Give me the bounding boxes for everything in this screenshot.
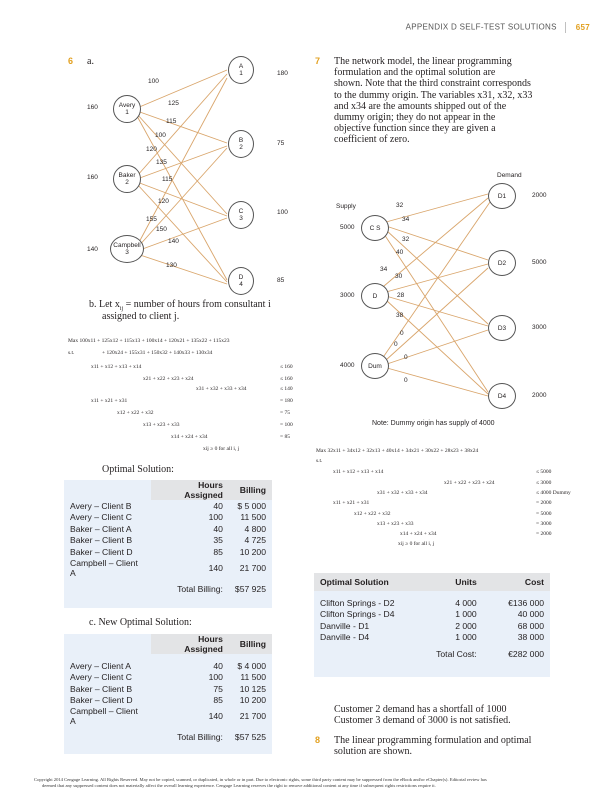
lp-constraint-rhs: ≤ 160 xyxy=(280,364,293,370)
arc-label: 30 xyxy=(395,273,403,280)
node-number: 3 xyxy=(239,215,243,222)
node-label: B xyxy=(238,137,244,144)
table-cell: 100 xyxy=(208,512,223,523)
arc-label: 100 xyxy=(148,78,159,85)
node-baker xyxy=(113,165,141,193)
lp-constraint-rhs: = 2000 xyxy=(536,500,552,506)
node-campbell xyxy=(110,235,144,263)
arc-label: 32 xyxy=(396,202,404,209)
lp-constraint-rhs: ≤ 140 xyxy=(280,386,293,392)
arc-label: 34 xyxy=(402,216,410,223)
lp-constraint-rhs: ≤ 160 xyxy=(280,376,293,382)
table-cell: Clifton Springs - D2 xyxy=(320,597,395,608)
lp-constraint-rhs: = 3000 xyxy=(536,521,552,527)
total-label: Total Cost: xyxy=(436,649,477,659)
table-row xyxy=(64,558,272,578)
table-row xyxy=(64,500,272,512)
lp-constraint-rhs: = 5000 xyxy=(536,511,552,517)
table-cell: 85 xyxy=(213,695,223,706)
lp-objective: Max 100x11 + 125x12 + 115x13 + 100x14 + 120x21 + 135x22 + 115x23 xyxy=(68,338,230,344)
table-cell: 85 xyxy=(213,546,223,557)
text-line: shown. Note that the third constraint corresponds xyxy=(334,78,531,90)
node-label: D4 xyxy=(497,392,507,400)
text-line: The network model, the linear programming xyxy=(334,56,512,67)
lp-constraint-lhs: x11 + x12 + x13 + x14 xyxy=(333,469,384,475)
table-cell: 11 500 xyxy=(240,672,266,683)
demand-d4: 2000 xyxy=(532,392,547,399)
table-cell: Avery – Client C xyxy=(70,512,132,523)
lp-constraint-lhs: x13 + x23 + x33 xyxy=(377,521,414,527)
arc-d-d3 xyxy=(386,296,488,326)
table-cell: 10 200 xyxy=(239,546,266,557)
table-cell: 100 xyxy=(208,672,223,683)
table-row xyxy=(314,597,550,609)
table-cell: 140 xyxy=(208,711,223,721)
table-cell: 40 xyxy=(213,523,223,534)
shortfall-note xyxy=(334,704,511,726)
question-6-part-c: c. New Optimal Solution: xyxy=(89,617,192,628)
node-client-c xyxy=(228,201,254,229)
lp-constraint-lhs: x14 + x24 + x34 xyxy=(171,434,208,440)
transport-solution-table xyxy=(314,573,550,677)
total-value: $57 925 xyxy=(234,583,266,594)
demand-d3: 3000 xyxy=(532,324,547,331)
node-client-a xyxy=(228,56,254,84)
node-number: 3 xyxy=(125,249,129,256)
part-b-text: b. Let x xyxy=(89,299,120,310)
arc-label: 125 xyxy=(168,100,179,107)
node-danville xyxy=(361,283,389,309)
node-label: Dum xyxy=(368,362,382,370)
arc-label: 130 xyxy=(166,262,177,269)
table-cell: 21 700 xyxy=(239,562,266,573)
table-row xyxy=(64,546,272,558)
node-number: 2 xyxy=(239,144,243,151)
lp-constraint-lhs: x12 + x22 + x32 xyxy=(117,410,154,416)
table-cell: Avery – Client B xyxy=(70,500,132,511)
arc-label: 120 xyxy=(146,146,157,153)
node-label: D xyxy=(372,292,378,300)
table-cell: 38 000 xyxy=(517,632,544,643)
running-header xyxy=(406,22,590,33)
question-6-number: 6 xyxy=(68,56,74,66)
lp-nonneg: xij ≥ 0 for all i, j xyxy=(398,541,435,547)
node-dummy xyxy=(361,353,389,379)
table-cell: Baker – Client A xyxy=(70,523,132,534)
demand-client-d: 85 xyxy=(277,277,285,284)
demand-client-b: 75 xyxy=(277,140,285,147)
question-7-text xyxy=(334,56,584,146)
table-cell: Baker – Client D xyxy=(70,695,133,706)
node-client-d xyxy=(228,267,254,295)
text-line: formulation and the optimal solution are xyxy=(334,67,496,79)
footer-line: deemed that any suppressed content does not materially affect the overall learning experience. Cengage Learning reserves the right to remove additional content at any time if subsequent rights restrictions require it. xyxy=(42,783,436,788)
lp-constraint-rhs: = 2000 xyxy=(536,531,552,537)
text-line: and x34 are the amounts shipped out of the xyxy=(334,100,507,112)
supply-title: Supply xyxy=(336,203,356,210)
lp-constraint-rhs: = 180 xyxy=(280,398,293,404)
table-header-row xyxy=(314,573,550,591)
lp-constraint-rhs: ≤ 3000 xyxy=(536,480,552,486)
node-label: D2 xyxy=(497,259,507,267)
node-d2 xyxy=(488,250,516,276)
table-row xyxy=(64,535,272,547)
table-cell: Danville - D1 xyxy=(320,620,370,631)
node-label: D1 xyxy=(497,192,507,200)
lp-constraint-lhs: x11 + x21 + x31 xyxy=(333,500,370,506)
table-cell: Danville - D4 xyxy=(320,632,370,643)
lp-constraint-lhs: x14 + x24 + x34 xyxy=(400,531,437,537)
text-line: solution are shown. xyxy=(334,746,413,758)
text-line: dummy origin; they do not appear in the xyxy=(334,112,496,124)
table-row xyxy=(64,706,272,726)
table-cell: $ 5 000 xyxy=(237,500,266,511)
table-header-empty xyxy=(64,480,151,500)
table-cell: 10 200 xyxy=(239,695,266,706)
arc-label: 32 xyxy=(402,236,410,243)
arc-label: 140 xyxy=(168,238,179,245)
table-row xyxy=(314,620,550,632)
lp-st: s.t. xyxy=(68,350,75,356)
dummy-note: Note: Dummy origin has supply of 4000 xyxy=(372,420,495,427)
table-cell: $ 4 000 xyxy=(237,660,266,671)
table-cell: 75 xyxy=(213,683,223,694)
question-6-part-b-line2: assigned to client j. xyxy=(102,311,180,322)
demand-d1: 2000 xyxy=(532,192,547,199)
table-header-row xyxy=(64,634,272,654)
arc-label: 115 xyxy=(166,118,177,125)
node-label: C xyxy=(238,208,244,215)
table-cell: €136 000 xyxy=(508,597,544,608)
lp-constraint-rhs: = 85 xyxy=(280,434,290,440)
table-cell: 68 000 xyxy=(517,620,544,631)
text-line: to the dummy origin. The variables x31, x32, x33 xyxy=(334,89,533,101)
table-cell: Baker – Client D xyxy=(70,546,133,557)
arc-label: 0 xyxy=(400,330,404,337)
supply-cs: 5000 xyxy=(340,224,355,231)
table-header: Hours Assigned xyxy=(151,634,229,654)
table-cell: 40 xyxy=(213,500,223,511)
table-cell: Campbell – Client A xyxy=(70,706,138,726)
table-cell: 10 125 xyxy=(239,683,266,694)
table-cell: 140 xyxy=(208,562,223,573)
table-cell: 40 000 xyxy=(517,609,544,620)
optimal-solution-label: Optimal Solution: xyxy=(102,464,174,475)
question-8-text xyxy=(334,735,531,757)
table-cell: Baker – Client B xyxy=(70,535,133,546)
arc-label: 0 xyxy=(404,354,408,361)
table-cell: 2 000 xyxy=(455,620,477,631)
lp-constraint-rhs: = 100 xyxy=(280,422,293,428)
total-label: Total Billing: xyxy=(177,732,223,742)
table-total-row xyxy=(64,578,272,600)
arc-label: 115 xyxy=(162,176,173,183)
node-label: D3 xyxy=(497,324,507,332)
table-cell: 11 500 xyxy=(240,512,266,523)
node-label: A xyxy=(238,63,244,70)
table-cell: 1 000 xyxy=(455,609,477,620)
arc-label: 28 xyxy=(397,292,405,299)
question-8-number: 8 xyxy=(315,735,321,745)
table-total-row xyxy=(64,726,272,748)
table-header-empty xyxy=(64,634,151,654)
node-label: Avery xyxy=(118,102,136,109)
text-line: coefficient of zero. xyxy=(334,134,410,146)
table-row xyxy=(64,660,272,672)
lp-constraint-lhs: x31 + x32 + x33 + x34 xyxy=(377,490,428,496)
table-cell: 4 800 xyxy=(244,523,266,534)
table-cell: Clifton Springs - D4 xyxy=(320,609,395,620)
table-row xyxy=(64,523,272,535)
supply-d: 3000 xyxy=(340,292,355,299)
arc-label: 0 xyxy=(404,377,408,384)
node-number: 4 xyxy=(239,281,243,288)
part-b-subscript: ij xyxy=(119,306,124,312)
arc-campbell-d xyxy=(137,254,227,284)
arc-label: 150 xyxy=(156,226,167,233)
text-line: objective function since they are given a xyxy=(334,123,496,135)
node-label: Campbell xyxy=(113,242,141,249)
table-total-row xyxy=(314,643,550,665)
table-row xyxy=(64,672,272,684)
lp-objective-2: + 120x24 + 155x31 + 150x32 + 140x33 + 130x34 xyxy=(102,350,213,356)
total-value: €282 000 xyxy=(508,649,544,659)
table-cell: Avery – Client C xyxy=(70,672,132,683)
node-number: 1 xyxy=(125,109,129,116)
table-header-row xyxy=(64,480,272,500)
demand-client-a: 180 xyxy=(277,70,288,77)
lp-constraint-lhs: x13 + x23 + x33 xyxy=(143,422,180,428)
demand-title: Demand xyxy=(497,172,522,179)
header-title: APPENDIX D SELF-TEST SOLUTIONS xyxy=(405,22,557,32)
node-d1 xyxy=(488,183,516,209)
arc-label: 100 xyxy=(155,132,166,139)
node-avery xyxy=(113,95,141,123)
node-number: 1 xyxy=(239,70,243,77)
table-row xyxy=(64,683,272,695)
node-client-b xyxy=(228,130,254,158)
lp-constraint-rhs: ≤ 4000 Dummy xyxy=(536,490,571,496)
arc-label: 38 xyxy=(396,312,404,319)
table-cell: Avery – Client A xyxy=(70,660,131,671)
table-header: Billing xyxy=(229,480,272,500)
total-label: Total Billing: xyxy=(177,583,223,594)
supply-avery: 160 xyxy=(87,104,98,111)
lp-constraint-lhs: x21 + x22 + x23 + x24 xyxy=(143,376,194,382)
part-b-text-rest: = number of hours from consultant i xyxy=(123,299,271,310)
table-header: Optimal Solution xyxy=(314,573,436,591)
table-cell: 40 xyxy=(213,660,223,671)
lp-constraint-lhs: x11 + x21 + x31 xyxy=(91,398,128,404)
table-row xyxy=(64,512,272,524)
lp-constraint-lhs: x12 + x22 + x32 xyxy=(354,511,391,517)
arc-dum-d4 xyxy=(387,368,488,396)
page-number: 657 xyxy=(575,22,590,32)
arc-label: 40 xyxy=(396,249,404,256)
lp-constraint-lhs: x21 + x22 + x23 + x24 xyxy=(444,480,495,486)
lp-constraint-lhs: x31 + x32 + x33 + x34 xyxy=(196,386,247,392)
table-header: Units xyxy=(436,573,483,591)
node-clifton-springs xyxy=(361,215,389,241)
question-6-part-a: a. xyxy=(87,56,94,67)
arc-label: 135 xyxy=(156,159,167,166)
table-row xyxy=(314,632,550,644)
footer-line: Copyright 2014 Cengage Learning. All Rights Reserved. May not be copied, scanned, or duplicated, in whole or in part. Due to electronic rights, some third party content may be suppressed from the eBook and/or eChapter(s). Editorial review has xyxy=(34,777,487,782)
node-number: 2 xyxy=(125,179,129,186)
arc-label: 34 xyxy=(380,266,388,273)
supply-dum: 4000 xyxy=(340,362,355,369)
table-header: Hours Assigned xyxy=(151,480,229,500)
demand-client-c: 100 xyxy=(277,209,288,216)
supply-campbell: 140 xyxy=(87,246,98,253)
lp-st: s.t. xyxy=(316,458,323,464)
copyright-footer xyxy=(34,777,594,789)
node-d3 xyxy=(488,315,516,341)
arc-label: 120 xyxy=(158,198,169,205)
solution-table-2 xyxy=(64,634,272,754)
question-7-number: 7 xyxy=(315,56,321,66)
lp-constraint-rhs: = 75 xyxy=(280,410,290,416)
demand-d2: 5000 xyxy=(532,259,547,266)
node-d4 xyxy=(488,383,516,409)
table-row xyxy=(314,609,550,621)
lp-constraint-lhs: x11 + x12 + x13 + x14 xyxy=(91,364,142,370)
solution-table-1 xyxy=(64,480,272,608)
table-cell: Baker – Client B xyxy=(70,683,133,694)
table-header: Cost xyxy=(483,573,550,591)
total-value: $57 525 xyxy=(234,732,266,742)
table-cell: 21 700 xyxy=(239,711,266,721)
lp-constraint-rhs: ≤ 5000 xyxy=(536,469,552,475)
text-line: Customer 3 demand of 3000 is not satisfied. xyxy=(334,715,511,727)
node-label: C S xyxy=(369,224,381,232)
lp-nonneg: xij ≥ 0 for all i, j xyxy=(203,446,240,452)
lp-objective: Max 32x11 + 34x12 + 32x13 + 40x14 + 34x21 + 30x22 + 28x23 + 38x24 xyxy=(316,448,479,454)
table-header: Billing xyxy=(229,634,272,654)
node-label: D xyxy=(238,274,244,281)
arc-avery-b xyxy=(137,111,227,143)
table-cell: Campbell – Client A xyxy=(70,557,138,578)
table-cell: 1 000 xyxy=(455,632,477,643)
node-label: Baker xyxy=(118,172,136,179)
arc-label: 155 xyxy=(146,216,157,223)
arc-label: 0 xyxy=(394,341,398,348)
table-cell: 4 000 xyxy=(455,597,477,608)
text-line: The linear programming formulation and optimal xyxy=(334,735,532,746)
header-divider xyxy=(565,22,566,33)
supply-baker: 160 xyxy=(87,174,98,181)
table-cell: 4 725 xyxy=(244,535,266,546)
text-line: Customer 2 demand has a shortfall of 1000 xyxy=(334,704,507,715)
table-row xyxy=(64,695,272,707)
table-cell: 35 xyxy=(213,535,223,546)
